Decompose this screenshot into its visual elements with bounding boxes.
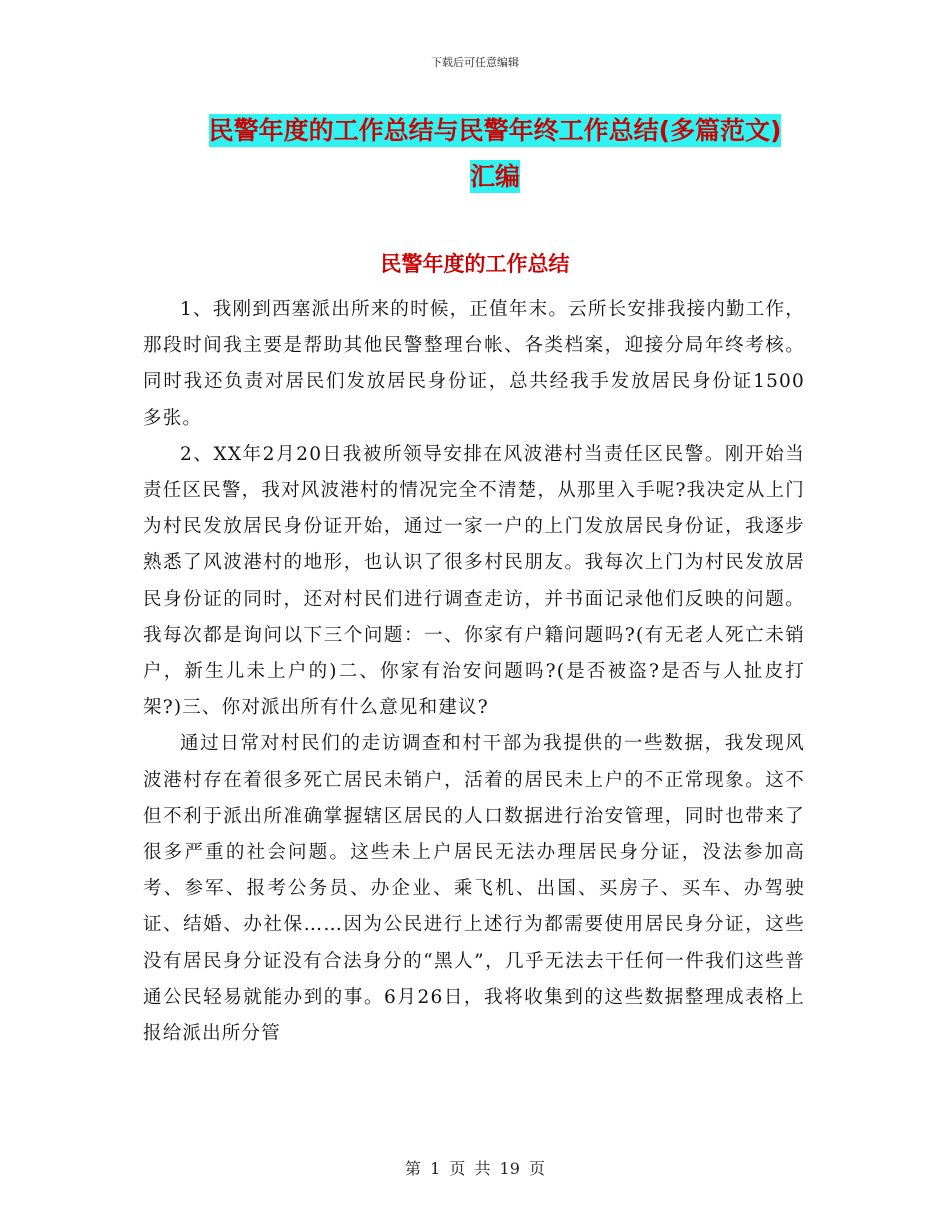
document-body — [143, 292, 805, 1052]
paragraph-2: 2、XX年2月20日我被所领导安排在风波港村当责任区民警。刚开始当责任区民警，我对风波港村的情况完全不清楚，从那里入手呢?我决定从上门为村民发放居民身份证开始，通过一家一户的上门发放居民身份证，我逐步熟悉了风波港村的地形，也认识了很多村民朋友。我每次上门为村民发放居民身份证的同时，还对村民们进行调查走访，并书面记录他们反映的问题。我每次都是询问以下三个问题：一、你家有户籍问题吗?(有无老人死亡未销户，新生儿未上户的)二、你家有治安问题吗?(是否被盗?是否与人扯皮打架?)三、你对派出所有什么意见和建议? — [143, 443, 805, 719]
page-indicator: 第 1 页 共 19 页 — [405, 1159, 545, 1178]
paragraph-1: 1、我刚到西塞派出所来的时候，正值年末。云所长安排我接内勤工作，那段时间我主要是帮助其他民警整理台帐、各类档案，迎接分局年终考核。同时我还负责对居民们发放居民身份证，总共经我手发放居民身份证1500多张。 — [143, 299, 805, 429]
document-title — [150, 108, 840, 200]
section-heading: 民警年度的工作总结 — [380, 252, 570, 276]
header-note: 下载后可任意编辑 — [431, 56, 519, 69]
paragraph-3: 通过日常对村民们的走访调查和村干部为我提供的一些数据，我发现风波港村存在着很多死亡居民未销户，活着的居民未上户的不正常现象。这不但不利于派出所准确掌握辖区居民的人口数据进行治安管理，同时也带来了很多严重的社会问题。这些未上户居民无法办理居民身分证，没法参加高考、参军、报考公务员、办企业、乘飞机、出国、买房子、买车、办驾驶证、结婚、办社保……因为公民进行上述行为都需要使用居民身分证，这些没有居民身分证没有合法身分的“黑人”，几乎无法去干任何一件我们这些普通公民轻易就能办到的事。6月26日，我将收集到的这些数据整理成表格上报给派出所分管 — [143, 733, 805, 1045]
document-title-line-2: 汇编 — [469, 162, 520, 191]
document-title-line-1: 民警年度的工作总结与民警年终工作总结(多篇范文) — [208, 116, 782, 145]
